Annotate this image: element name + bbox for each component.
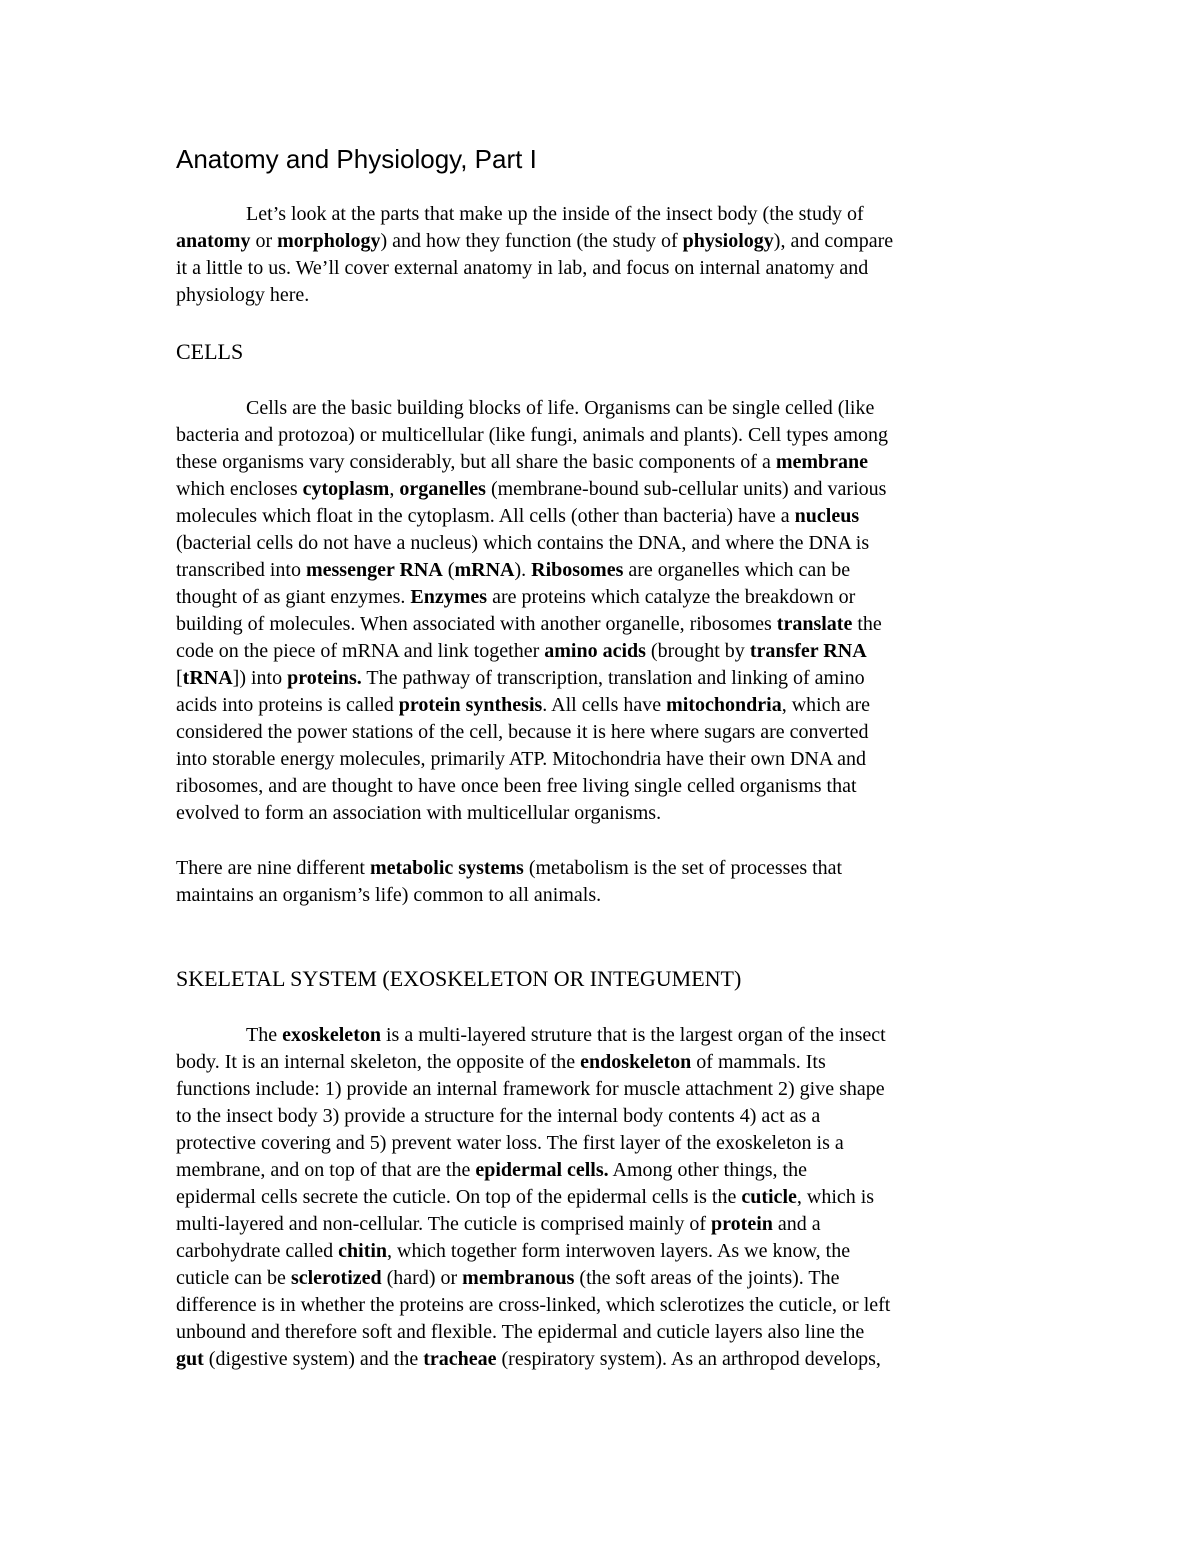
bold-term: mitochondria bbox=[666, 694, 782, 716]
text-line: membrane, and on top of that are the epidermal cells. Among other things, the bbox=[176, 1159, 807, 1181]
text-line: The exoskeleton is a multi-layered struture that is the largest organ of the insect bbox=[246, 1024, 886, 1046]
text-line: Cells are the basic building blocks of life. Organisms can be single celled (like bbox=[246, 397, 875, 419]
text-line: gut (digestive system) and the tracheae (respiratory system). As an arthropod develops, bbox=[176, 1348, 881, 1370]
bold-term: physiology bbox=[682, 230, 774, 252]
bold-term: metabolic systems bbox=[369, 857, 524, 879]
bold-term: cytoplasm bbox=[302, 478, 390, 500]
bold-term: membranous bbox=[462, 1267, 575, 1289]
text-line: epidermal cells secrete the cuticle. On top of the epidermal cells is the cuticle, which is bbox=[176, 1186, 875, 1208]
text-line: these organisms vary considerably, but all share the basic components of a membrane bbox=[176, 451, 869, 473]
bold-term: morphology bbox=[277, 230, 381, 252]
text-line: building of molecules. When associated with another organelle, ribosomes translate the bbox=[176, 613, 882, 635]
bold-term: sclerotized bbox=[290, 1267, 382, 1289]
text-line: body. It is an internal skeleton, the opposite of the endoskeleton of mammals. Its bbox=[176, 1051, 826, 1073]
bold-term: chitin bbox=[338, 1240, 388, 1262]
bold-term: tracheae bbox=[423, 1348, 497, 1370]
text-line: ribosomes, and are thought to have once been free living single celled organisms that bbox=[176, 775, 857, 797]
text-line: to the insect body 3) provide a structure for the internal body contents 4) act as a bbox=[176, 1105, 821, 1127]
text-line: which encloses cytoplasm, organelles (membrane-bound sub-cellular units) and various bbox=[176, 478, 887, 500]
bold-term: exoskeleton bbox=[282, 1024, 381, 1046]
bold-term: Ribosomes bbox=[531, 559, 624, 581]
bold-term: epidermal cells. bbox=[475, 1159, 609, 1181]
bold-term: protein synthesis bbox=[398, 694, 543, 716]
bold-term: membrane bbox=[775, 451, 869, 473]
text-line: transcribed into messenger RNA (mRNA). Ribosomes are organelles which can be bbox=[176, 559, 851, 581]
cells-heading: CELLS bbox=[176, 339, 244, 364]
bold-term: translate bbox=[776, 613, 853, 635]
bold-term: proteins. bbox=[287, 667, 362, 689]
text-line: code on the piece of mRNA and link together amino acids (brought by transfer RNA bbox=[176, 640, 867, 662]
text-line: thought of as giant enzymes. Enzymes are proteins which catalyze the breakdown or bbox=[176, 586, 856, 608]
text-line: multi-layered and non-cellular. The cuticle is comprised mainly of protein and a bbox=[176, 1213, 821, 1235]
text-line: carbohydrate called chitin, which together form interwoven layers. As we know, the bbox=[176, 1240, 851, 1262]
bold-term: messenger RNA bbox=[305, 559, 443, 581]
text-line: protective covering and 5) prevent water loss. The first layer of the exoskeleton is a bbox=[176, 1132, 844, 1154]
bold-term: anatomy bbox=[176, 230, 251, 252]
bold-term: cuticle bbox=[741, 1186, 797, 1208]
text-line: bacteria and protozoa) or multicellular (like fungi, animals and plants). Cell types among bbox=[176, 424, 889, 446]
bold-term: amino acids bbox=[544, 640, 646, 662]
text-line: (bacterial cells do not have a nucleus) which contains the DNA, and where the DNA is bbox=[176, 532, 870, 554]
text-line: it a little to us. We’ll cover external anatomy in lab, and focus on internal anatomy and bbox=[176, 257, 869, 279]
bold-term: organelles bbox=[399, 478, 486, 500]
text-line: Let’s look at the parts that make up the inside of the insect body (the study of bbox=[246, 203, 864, 225]
text-line: physiology here. bbox=[176, 284, 310, 306]
bold-term: Enzymes bbox=[410, 586, 488, 608]
text-line: functions include: 1) provide an internal framework for muscle attachment 2) give shape bbox=[176, 1078, 885, 1100]
cells-paragraph bbox=[176, 395, 1036, 827]
text-line: into storable energy molecules, primarily ATP. Mitochondria have their own DNA and bbox=[176, 748, 867, 770]
bold-term: tRNA bbox=[182, 667, 233, 689]
bold-term: mRNA bbox=[454, 559, 515, 581]
exoskeleton-paragraph bbox=[176, 1022, 1036, 1373]
bold-term: nucleus bbox=[794, 505, 860, 527]
text-line: evolved to form an association with multicellular organisms. bbox=[176, 802, 662, 824]
text-line: [tRNA]) into proteins. The pathway of transcription, translation and linking of amino bbox=[176, 667, 865, 689]
metabolic-systems-paragraph bbox=[176, 855, 1036, 909]
bold-term: endoskeleton bbox=[580, 1051, 692, 1073]
text-line: cuticle can be sclerotized (hard) or membranous (the soft areas of the joints). The bbox=[176, 1267, 840, 1289]
intro-paragraph bbox=[176, 201, 1036, 309]
document-title: Anatomy and Physiology, Part I bbox=[176, 144, 537, 174]
text-line: difference is in whether the proteins are cross-linked, which sclerotizes the cuticle, or left bbox=[176, 1294, 891, 1316]
bold-term: protein bbox=[711, 1213, 773, 1235]
text-line: There are nine different metabolic systems (metabolism is the set of processes that bbox=[176, 857, 843, 879]
text-line: considered the power stations of the cell, because it is here where sugars are converted bbox=[176, 721, 869, 743]
bold-term: transfer RNA bbox=[749, 640, 867, 662]
text-line: maintains an organism’s life) common to all animals. bbox=[176, 884, 602, 906]
text-line: acids into proteins is called protein synthesis. All cells have mitochondria, which are bbox=[176, 694, 870, 716]
skeletal-system-heading: SKELETAL SYSTEM (EXOSKELETON OR INTEGUMENT) bbox=[176, 966, 742, 991]
text-line: unbound and therefore soft and flexible. The epidermal and cuticle layers also line the bbox=[176, 1321, 865, 1343]
bold-term: gut bbox=[176, 1348, 204, 1370]
text-line: molecules which float in the cytoplasm. All cells (other than bacteria) have a nucleus bbox=[176, 505, 860, 527]
text-line: anatomy or morphology) and how they function (the study of physiology), and compare bbox=[176, 230, 894, 252]
